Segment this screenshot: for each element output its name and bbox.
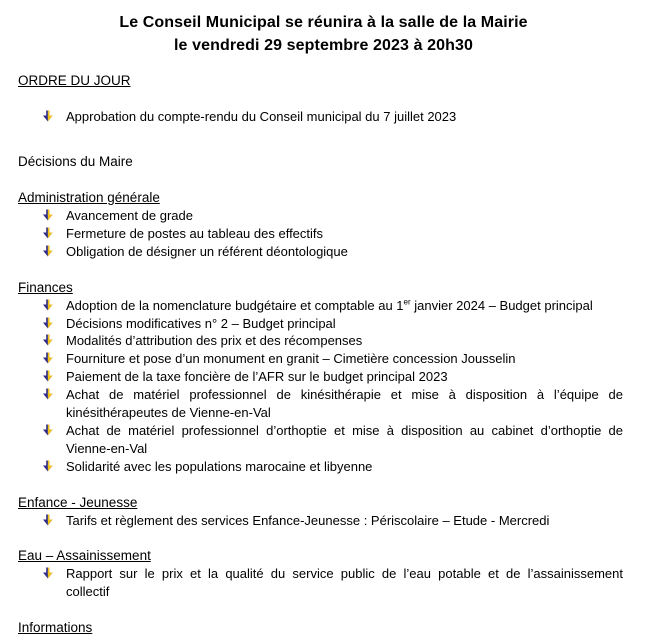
list-item: Décisions modificatives n° 2 – Budget principal [66,316,336,331]
list-item: Obligation de désigner un référent déontologique [66,244,348,259]
bullet-arrow-icon [42,514,54,526]
item-text-line-1: Achat de matériel professionnel de kinésithérapie et mise à disposition à l’équipe de [66,387,623,402]
title-line-1: Le Conseil Municipal se réunira à la salle de la Mairie [119,14,528,31]
heading-ordre-du-jour: ORDRE DU JOUR [18,73,131,88]
title-line-2: le vendredi 29 septembre 2023 à 20h30 [174,37,473,54]
heading-finances: Finances [18,280,73,295]
item-text-line-2: collectif [66,584,110,599]
heading-informations: Informations [18,620,93,635]
bullet-arrow-icon [42,370,54,382]
list-item: Approbation du compte-rendu du Conseil municipal du 7 juillet 2023 [66,109,457,124]
item-text-line-1: Achat de matériel professionnel d’orthoptie et mise à disposition au cabinet d’orthoptie de [66,423,623,438]
list-item: Modalités d’attribution des prix et des récompenses [66,333,363,348]
item-superscript: er [403,297,411,307]
list-item: Tarifs et règlement des services Enfance-Jeunesse : Périscolaire – Etude - Mercredi [66,513,550,528]
heading-decisions-du-maire: Décisions du Maire [18,154,133,169]
list-item: Solidarité avec les populations marocaine et libyenne [66,459,373,474]
bullet-arrow-icon [42,299,54,311]
bullet-arrow-icon [42,424,54,436]
bullet-arrow-icon [42,110,54,122]
list-item: Fermeture de postes au tableau des effectifs [66,226,324,241]
list-item [66,297,623,315]
bullet-arrow-icon [42,227,54,239]
bullet-arrow-icon [42,460,54,472]
item-text: Adoption de la nomenclature budgétaire et comptable au 1 [66,298,404,313]
item-text-line-1: Rapport sur le prix et la qualité du service public de l’eau potable et de l’assainissement [66,566,623,581]
list-item [66,422,623,458]
heading-eau-assainissement: Eau – Assainissement [18,548,151,563]
list-item: Avancement de grade [66,208,193,223]
item-text-line-2: Vienne-en-Val [66,441,148,456]
bullet-arrow-icon [42,388,54,400]
item-text-line-2: kinésithérapeutes de Vienne-en-Val [66,405,271,420]
bullet-arrow-icon [42,209,54,221]
heading-administration-generale: Administration générale [18,190,160,205]
bullet-arrow-icon [42,352,54,364]
list-item: Paiement de la taxe foncière de l’AFR sur le budget principal 2023 [66,369,448,384]
bullet-arrow-icon [42,317,54,329]
bullet-arrow-icon [42,334,54,346]
heading-enfance-jeunesse: Enfance - Jeunesse [18,495,138,510]
list-item [66,386,623,422]
item-text: janvier 2024 – Budget principal [410,298,593,313]
list-item [66,565,623,601]
bullet-arrow-icon [42,567,54,579]
list-item: Fourniture et pose d’un monument en granit – Cimetière concession Jousselin [66,351,516,366]
bullet-arrow-icon [42,245,54,257]
